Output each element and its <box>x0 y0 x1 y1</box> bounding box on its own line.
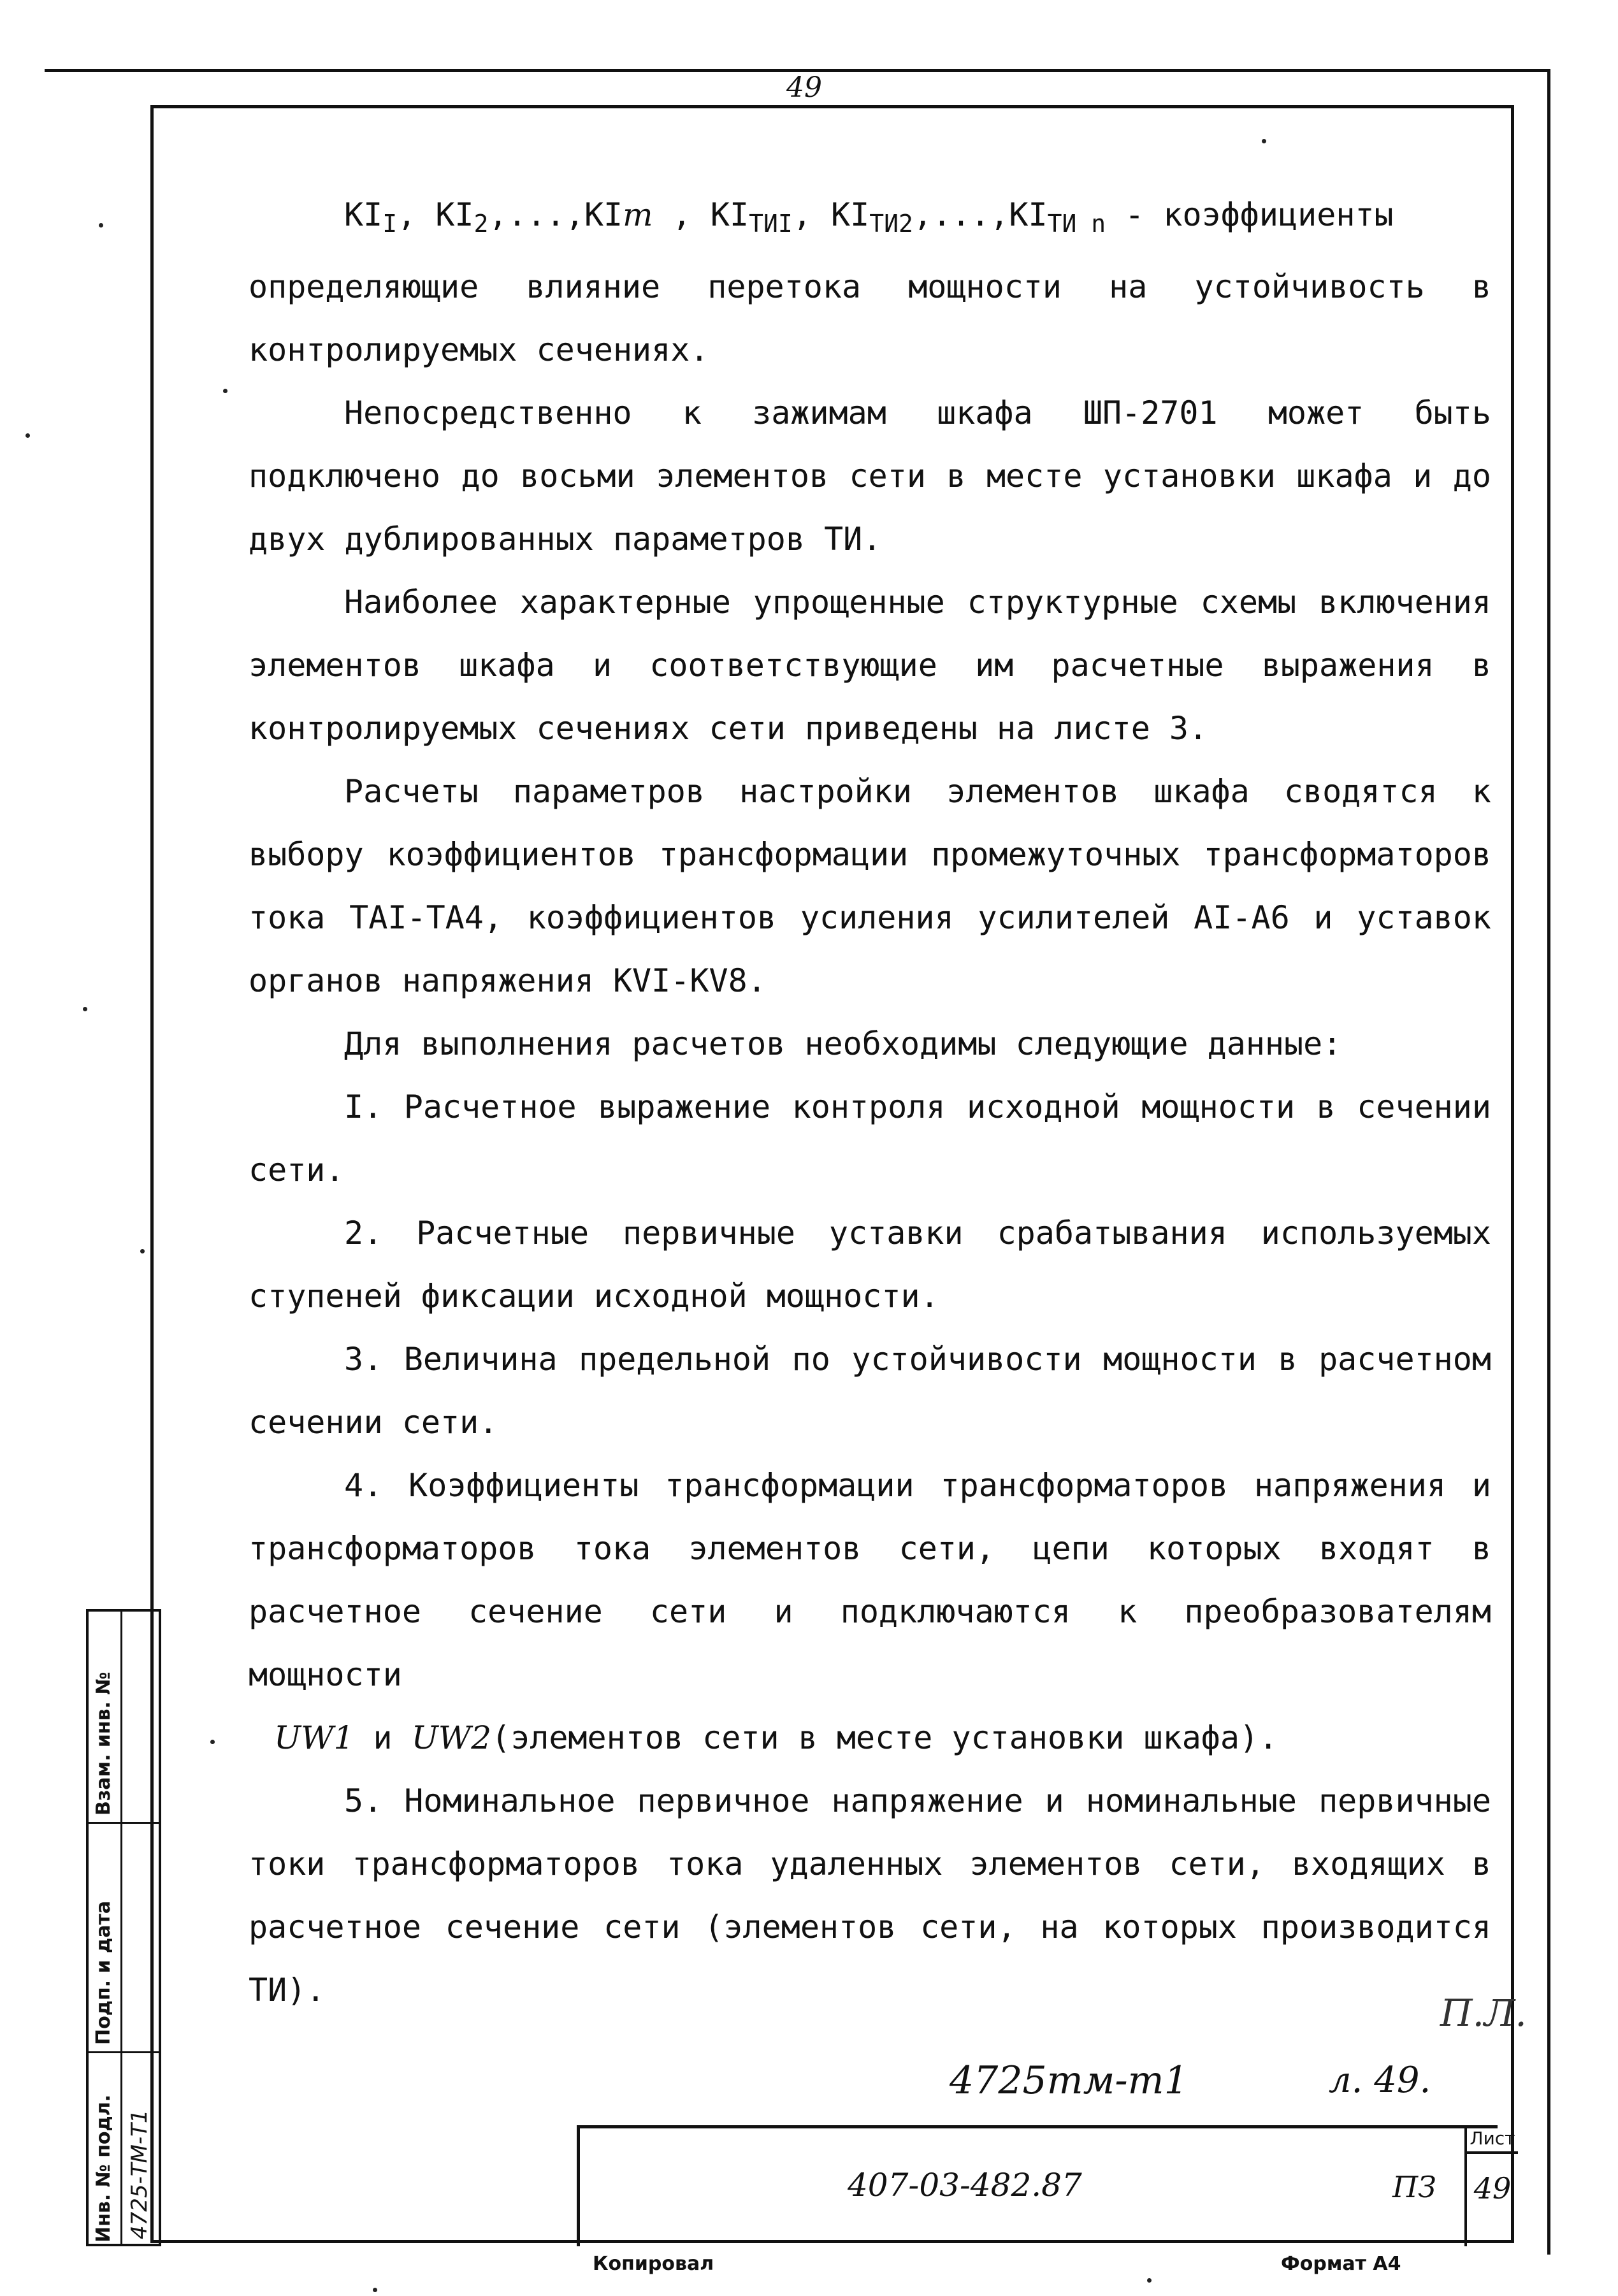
uw-and: и <box>373 1719 393 1756</box>
frame-right-line <box>1547 69 1550 2255</box>
paragraph-1-rest: определяющие влияние перетока мощности на устойчивость в контролируемых сечениях. <box>249 268 1491 368</box>
side-stamp-row-line <box>89 1822 159 1824</box>
scan-speck <box>25 433 30 438</box>
handwritten-doc-code: 4725тм-т1 <box>950 2058 1188 2103</box>
side-stamp <box>86 1609 161 2246</box>
paragraph-5: Для выполнения расчетов необходимы следующие данные: <box>344 1025 1342 1062</box>
scan-speck <box>1262 139 1266 143</box>
item4-end: (элементов сети в месте установки шкафа). <box>491 1719 1278 1756</box>
scan-speck <box>373 2288 377 2292</box>
side-stamp-divider <box>120 1612 122 2244</box>
handwritten-initials: П.Л. <box>1440 1991 1527 2035</box>
scan-speck <box>210 1740 215 1744</box>
list-item-1: I. Расчетное выражение контроля исходной мощности в сечении сети. <box>249 1088 1491 1188</box>
scan-speck <box>223 389 228 393</box>
list-item-4-continuation <box>249 1707 1491 1770</box>
list-item-5: 5. Номинальное первичное напряжение и номинальные первичные токи трансформаторов тока удаленных элементов сети, входящих в расчетное сечение сети (элементов сети, на которых производится ТИ). <box>249 1782 1491 2009</box>
list-item-2: 2. Расчетные первичные уставки срабатывания используемых ступеней фиксации исходной мощности. <box>249 1215 1491 1315</box>
scan-speck <box>99 223 103 227</box>
footer-format: Формат А4 <box>1281 2253 1401 2275</box>
list-item-4: 4. Коэффициенты трансформации трансформаторов напряжения и трансформаторов тока элементов сети, цепи которых входят в расчетное сечение сети и подключаются к преобразователям мощности <box>249 1467 1491 1693</box>
footer-copied: Копировал <box>593 2253 714 2275</box>
document-code: 407-03-482.87 <box>848 2167 1082 2204</box>
list-item-3: 3. Величина предельной по устойчивости мощности в расчетном сечении сети. <box>249 1341 1491 1441</box>
inv-podl-value: 4725-ТМ-Т1 <box>127 2109 152 2239</box>
formula-line: $KI_I$, $KI_2,...,KIm$ , $KI_{ТИI}$, $KI_{ТИ2},...,KI_{ТИ n}$ - коэффициенты <box>344 196 1394 238</box>
scan-speck <box>140 1249 145 1253</box>
page-number-top: 49 <box>786 71 822 104</box>
side-stamp-row-line <box>89 2051 159 2053</box>
scan-speck <box>1147 2278 1152 2283</box>
uw1-label: UW1 <box>274 1719 354 1756</box>
uw2-label: UW2 <box>411 1719 492 1756</box>
paragraph-2: Непосредственно к зажимам шкафа ШП-2701 может быть подключено до восьми элементов сети в месте установки шкафа и до двух дублированных параметров ТИ. <box>249 394 1491 558</box>
inv-podl-label: Инв. № подл. <box>92 2094 115 2242</box>
podp-data-label: Подп. и дата <box>92 1900 115 2045</box>
document-type: ПЗ <box>1392 2170 1436 2204</box>
scan-speck <box>83 1007 87 1011</box>
handwritten-sheet: л. 49. <box>1329 2060 1431 2101</box>
sheet-label: Лист <box>1467 2128 1518 2154</box>
vzam-inv-label: Взам. инв. № <box>92 1671 115 1816</box>
sheet-number: 49 <box>1473 2171 1512 2206</box>
paragraph-3: Наиболее характерные упрощенные структурные схемы включения элементов шкафа и соответствующие им расчетные выражения в контролируемых сечениях сети приведены на листе 3. <box>249 584 1491 747</box>
paragraph-4: Расчеты параметров настройки элементов шкафа сводятся к выбору коэффициентов трансформации промежуточных трансформаторов тока TAI-TA4, коэффициентов усиления усилителей AI-A6 и уставок органов напряжения KVI-KV8. <box>249 773 1491 999</box>
document-body <box>249 184 1491 2022</box>
sheet-cell <box>1464 2125 1515 2246</box>
